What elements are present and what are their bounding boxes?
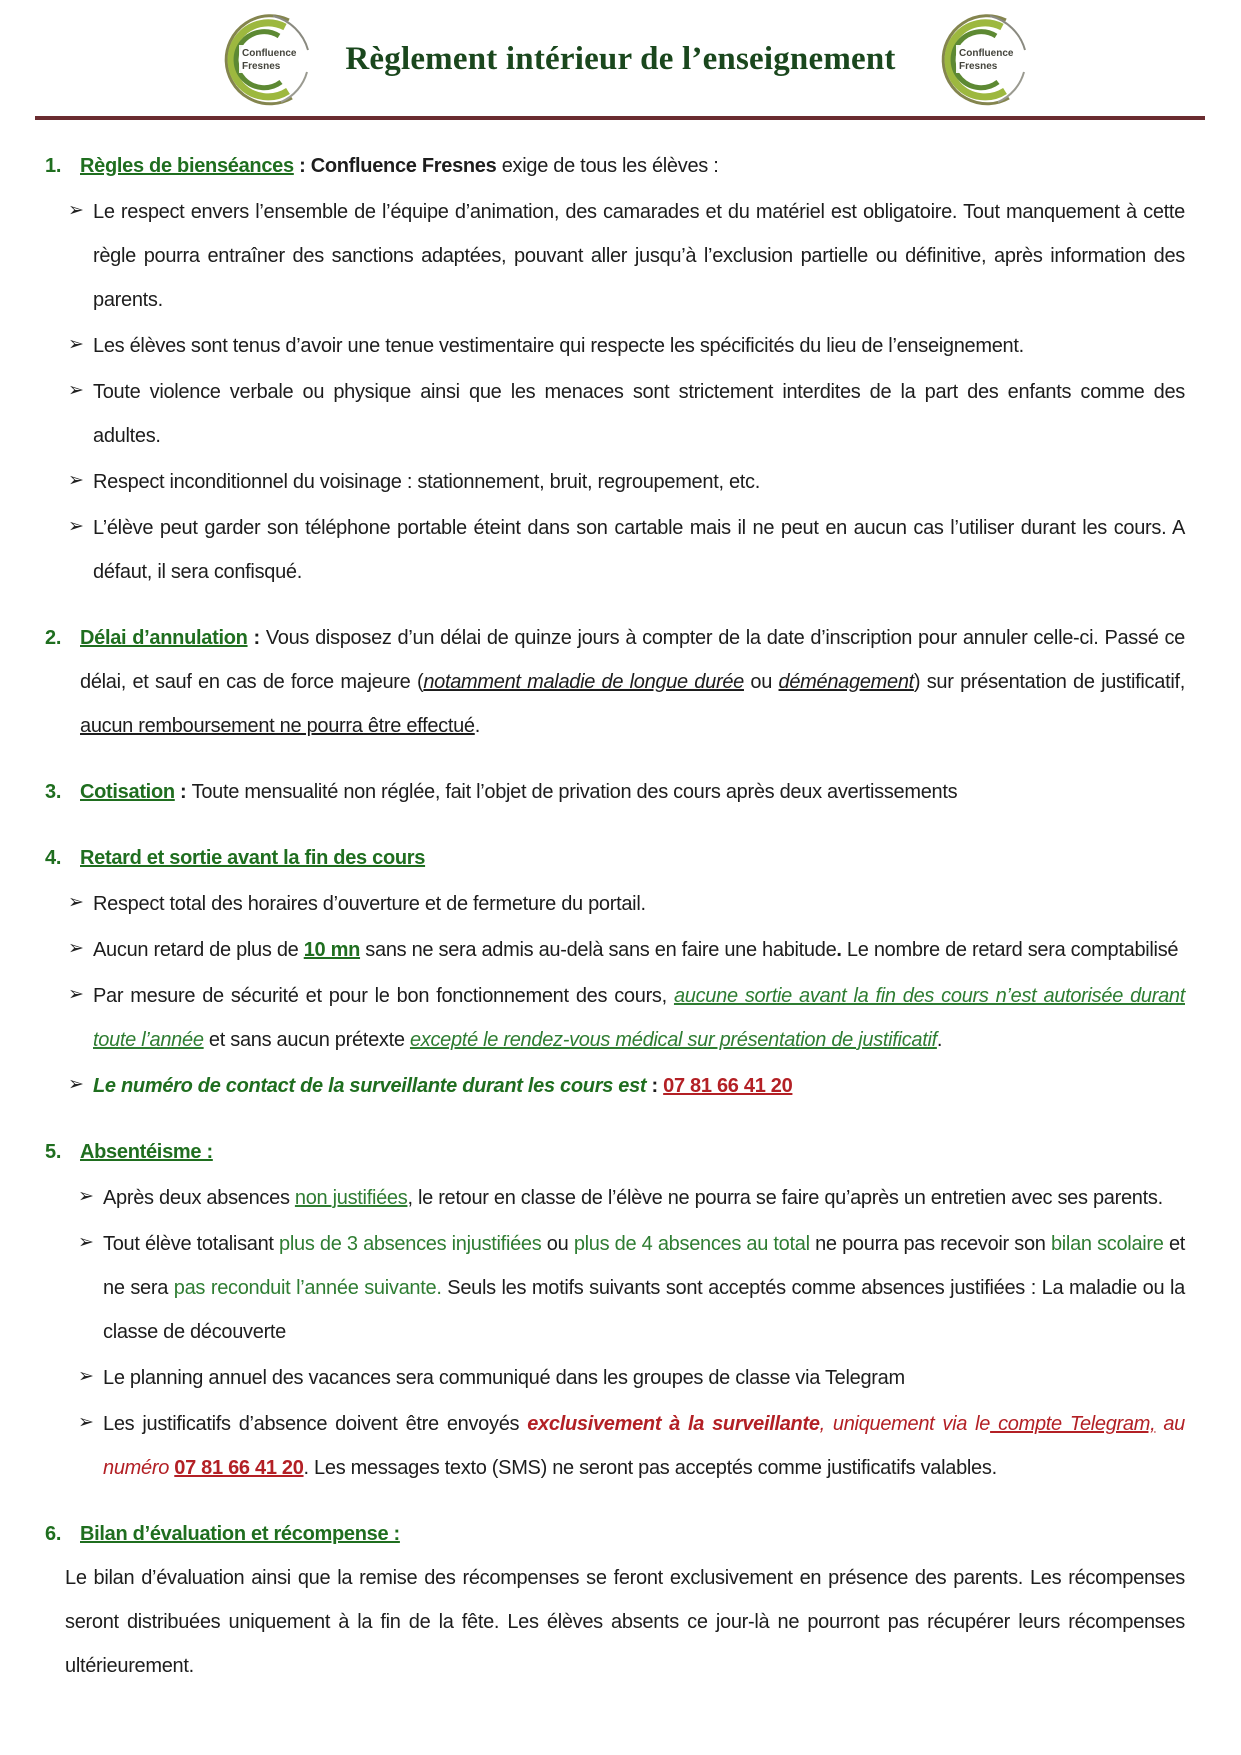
document-body xyxy=(0,120,1241,1688)
confluence-fresnes-logo-right xyxy=(926,12,1032,106)
text-segment: et sans aucun prétexte xyxy=(203,1029,410,1051)
text-segment: Le bilan d’évaluation ainsi que la remise des récompenses se feront exclusivement en présence des parents. Les récompenses seront distribuées uniquement à la fin de la fête. Les élèves absents ce jour-là ne pourront pas récupérer leurs récompenses ultérieurement. xyxy=(65,1567,1185,1677)
text-segment: Toute violence verbale ou physique ainsi que les menaces sont strictement interdites de la part des enfants comme des adultes. xyxy=(93,381,1185,447)
list-item xyxy=(68,190,1185,322)
text-segment: déménagement xyxy=(778,671,914,693)
arrow-bullet-icon: ➢ xyxy=(68,515,84,537)
section-heading-text xyxy=(80,770,1185,814)
text-segment: L’élève peut garder son téléphone portable éteint dans son cartable mais il ne peut en aucun cas l’utiliser durant les cours. A défaut, il sera confisqué. xyxy=(93,517,1185,583)
list-item-text xyxy=(93,1064,1185,1108)
list-item-text xyxy=(93,370,1185,458)
text-segment: Aucun retard de plus de xyxy=(93,939,304,961)
section-1 xyxy=(45,144,1185,594)
section-heading: Délai d’annulation xyxy=(80,627,248,649)
section-5 xyxy=(45,1130,1185,1490)
text-segment: Les élèves sont tenus d’avoir une tenue vestimentaire qui respecte les spécificités du lieu de l’enseignement. xyxy=(93,335,1024,357)
text-segment: . Les messages texto (SMS) ne seront pas acceptés comme justificatifs valables. xyxy=(303,1457,997,1479)
text-segment: ou xyxy=(541,1233,574,1255)
logo-text-line2: Fresnes xyxy=(242,61,281,72)
logo-gray-swoosh-bottom xyxy=(998,72,1024,102)
text-segment: Le nombre de retard sera comptabilisé xyxy=(841,939,1179,961)
text-segment: exclusivement à la surveillante xyxy=(527,1413,820,1435)
section-heading: Retard et sortie avant la fin des cours xyxy=(80,847,426,869)
section-number: 6. xyxy=(45,1523,62,1545)
section-number: 3. xyxy=(45,781,62,803)
list-item-text xyxy=(103,1176,1185,1220)
text-segment: exige de tous les élèves : xyxy=(496,155,719,177)
text-segment: Seuls les motifs suivants sont acceptés comme absences justifiées : La maladie ou la classe de découverte xyxy=(103,1277,1185,1343)
text-segment: : xyxy=(174,781,192,803)
section-heading-row xyxy=(45,616,1185,748)
text-segment: plus de 3 absences injustifiées xyxy=(279,1233,542,1255)
text-segment: Respect inconditionnel du voisinage : stationnement, bruit, regroupement, etc. xyxy=(93,471,761,493)
list-item xyxy=(68,506,1185,594)
list-item xyxy=(68,324,1185,368)
arrow-bullet-icon: ➢ xyxy=(68,333,84,355)
list-item xyxy=(68,882,1185,926)
text-segment: . xyxy=(936,1029,943,1051)
logo-gray-swoosh-bottom xyxy=(281,72,307,102)
text-segment: Le numéro de contact de la surveillante durant les cours est xyxy=(93,1075,647,1097)
text-segment: Les justificatifs d’absence doivent être envoyés xyxy=(103,1413,528,1435)
text-segment: sans ne sera admis au-delà sans en faire une habitude xyxy=(360,939,837,961)
text-segment: et ne sera xyxy=(103,1233,1186,1299)
text-segment: Vous disposez d’un délai de quinze jours à compter de la date d’inscription pour annuler celle-ci. Passé ce délai, et sauf en cas de force majeure ( xyxy=(80,627,1186,693)
arrow-bullet-icon: ➢ xyxy=(68,469,84,491)
list-item-text xyxy=(93,506,1185,594)
list-item-text xyxy=(93,928,1185,972)
list-item-text xyxy=(103,1402,1185,1490)
text-segment: Après deux absences xyxy=(103,1187,295,1209)
section-4 xyxy=(45,836,1185,1108)
list-item xyxy=(78,1402,1185,1490)
text-segment: Par mesure de sécurité et pour le bon fonctionnement des cours, xyxy=(93,985,674,1007)
section-heading-text xyxy=(80,1512,1185,1556)
section-heading-row xyxy=(45,836,1185,880)
section-number: 2. xyxy=(45,627,62,649)
text-segment: ou xyxy=(743,671,779,693)
section-heading: Bilan d’évaluation et récompense : xyxy=(80,1523,400,1545)
logo-text-line2: Fresnes xyxy=(958,61,997,72)
section-heading: Cotisation xyxy=(80,781,175,803)
text-segment: au numéro xyxy=(103,1413,1186,1479)
confluence-fresnes-logo-left xyxy=(209,12,315,106)
list-item-text xyxy=(93,190,1185,322)
text-segment: compte Telegram, xyxy=(990,1413,1156,1435)
text-segment: plus de 4 absences au total xyxy=(573,1233,810,1255)
text-segment: non justifiées xyxy=(294,1187,408,1209)
section-heading-text xyxy=(80,144,1185,188)
section-number: 1. xyxy=(45,155,62,177)
text-segment: pas reconduit l’année suivante. xyxy=(173,1277,442,1299)
text-segment: Respect total des horaires d’ouverture et de fermeture du portail. xyxy=(93,893,646,915)
section-heading-row xyxy=(45,144,1185,188)
list-item-text xyxy=(103,1356,1185,1400)
list-item-text xyxy=(93,882,1185,926)
text-segment: Confluence Fresnes xyxy=(310,155,497,177)
list-item xyxy=(78,1222,1185,1354)
text-segment: : xyxy=(247,627,266,649)
text-segment: Le respect envers l’ensemble de l’équipe d’animation, des camarades et du matériel est obligatoire. Tout manquement à cette règle pourra entraîner des sanctions adaptées, pouvant aller jusqu’à l’exclusion partielle ou définitive, après information des parents. xyxy=(93,201,1185,311)
logo-text-line1: Confluence xyxy=(242,48,297,59)
arrow-bullet-icon: ➢ xyxy=(78,1411,94,1433)
text-segment: 07 81 66 41 20 xyxy=(663,1075,793,1097)
arrow-bullet-icon: ➢ xyxy=(68,379,84,401)
list-item xyxy=(68,460,1185,504)
section-2 xyxy=(45,616,1185,748)
section-number: 4. xyxy=(45,847,62,869)
arrow-bullet-icon: ➢ xyxy=(78,1231,94,1253)
text-segment: , uniquement via le xyxy=(819,1413,991,1435)
text-segment: 07 81 66 41 20 xyxy=(174,1457,304,1479)
text-segment: notamment maladie de longue durée xyxy=(423,671,744,693)
section-heading-text xyxy=(80,1130,1185,1174)
list-item xyxy=(78,1176,1185,1220)
list-item-text xyxy=(93,974,1185,1062)
section-heading-row xyxy=(45,1512,1185,1556)
arrow-bullet-icon: ➢ xyxy=(68,199,84,221)
text-segment: : xyxy=(293,155,311,177)
section-heading: Règles de bienséances xyxy=(80,155,294,177)
list-item xyxy=(68,370,1185,458)
text-segment: ne pourra pas recevoir son xyxy=(809,1233,1051,1255)
text-segment: Tout élève totalisant xyxy=(103,1233,280,1255)
section-heading: Absentéisme : xyxy=(80,1141,213,1163)
list-item xyxy=(78,1356,1185,1400)
section-heading-text xyxy=(80,616,1185,748)
text-segment: bilan scolaire xyxy=(1050,1233,1164,1255)
text-segment: excepté le rendez-vous médical sur présentation de justificatif xyxy=(409,1029,937,1051)
section-heading-text xyxy=(80,836,1185,880)
text-segment: aucun remboursement ne pourra être effectué xyxy=(80,715,475,737)
arrow-bullet-icon: ➢ xyxy=(68,937,84,959)
text-segment: : xyxy=(646,1075,664,1097)
arrow-bullet-icon: ➢ xyxy=(78,1365,94,1387)
text-segment: 10 mn xyxy=(303,939,361,961)
list-item xyxy=(68,928,1185,972)
section-heading-row xyxy=(45,1130,1185,1174)
section-6 xyxy=(45,1512,1185,1688)
list-item xyxy=(68,1064,1185,1108)
section-3 xyxy=(45,770,1185,814)
logo-text-line1: Confluence xyxy=(958,48,1014,59)
arrow-bullet-icon: ➢ xyxy=(78,1185,94,1207)
text-segment: ) sur présentation de justificatif, xyxy=(913,671,1185,693)
text-segment: , le retour en classe de l’élève ne pourra se faire qu’après un entretien avec ses parents. xyxy=(407,1187,1163,1209)
text-segment: . xyxy=(836,939,842,961)
document-header xyxy=(0,0,1241,106)
arrow-bullet-icon: ➢ xyxy=(68,891,84,913)
arrow-bullet-icon: ➢ xyxy=(68,983,84,1005)
section-number: 5. xyxy=(45,1141,62,1163)
page-title: Règlement intérieur de l’enseignement xyxy=(345,40,896,77)
arrow-bullet-icon: ➢ xyxy=(68,1073,84,1095)
section-heading-row xyxy=(45,770,1185,814)
list-item-text xyxy=(103,1222,1185,1354)
text-segment: Le planning annuel des vacances sera communiqué dans les groupes de classe via Telegram xyxy=(103,1367,905,1389)
text-segment: . xyxy=(474,715,481,737)
section-paragraph xyxy=(65,1556,1185,1688)
list-item-text xyxy=(93,460,1185,504)
list-item xyxy=(68,974,1185,1062)
text-segment: Toute mensualité non réglée, fait l’objet de privation des cours après deux avertissements xyxy=(191,781,958,803)
list-item-text xyxy=(93,324,1185,368)
text-segment: aucune sortie avant la fin des cours n’est autorisée durant toute l’année xyxy=(93,985,1185,1051)
